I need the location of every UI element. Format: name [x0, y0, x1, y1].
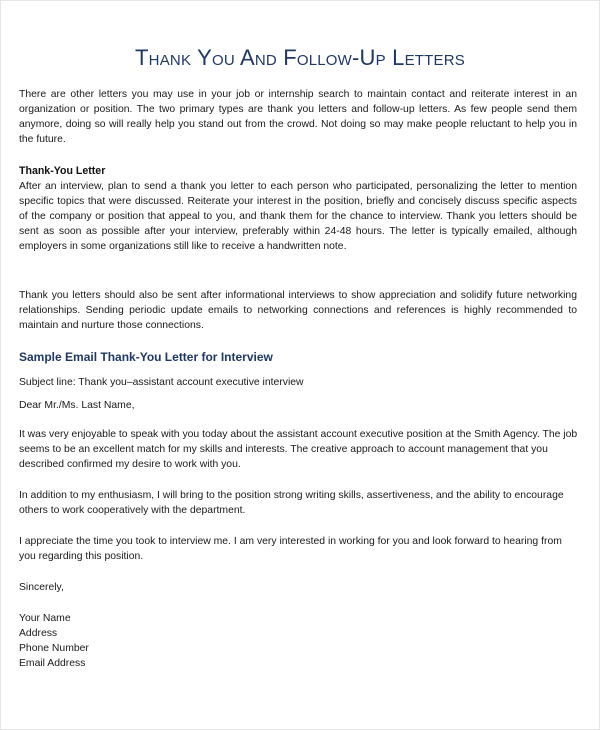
sample-letter-heading: Sample Email Thank-You Letter for Interview: [19, 350, 273, 364]
letter-subject-line: Subject line: Thank you–assistant account executive interview: [19, 377, 304, 388]
letter-paragraph-1: It was very enjoyable to speak with you today about the assistant account executive position at the Smith Agency. The job seems to be an excellent match for my skills and interests. The creative approach to account management that you described confirmed my desire to work with you.: [19, 429, 578, 470]
thank-you-letter-heading: Thank-You Letter: [19, 165, 106, 177]
signature-email: Email Address: [19, 658, 86, 669]
letter-paragraph-2: In addition to my enthusiasm, I will bring to the position strong writing skills, assertiveness, and the ability to encourage others to work cooperatively with the department.: [19, 490, 564, 516]
page-title: Thank You And Follow-Up Letters: [135, 45, 465, 70]
thank-you-paragraph-1: After an interview, plan to send a thank you letter to each person who participated, personalizing the letter to mention specific topics that were discussed. Reiterate your interest in the position, briefly and concisely discuss specific aspects of the company or position that appeal to you, and thank them for the chance to interview. Thank you letters should be sent as soon as possible after your interview, preferably within 24-48 hours. The letter is typically emailed, although employers in some organizations still like to receive a handwritten note.: [19, 181, 577, 252]
letter-paragraph-3: I appreciate the time you took to interview me. I am very interested in working for you and look forward to hearing from you regarding this position.: [19, 536, 562, 562]
intro-paragraph: There are other letters you may use in your job or internship search to maintain contact and reiterate interest in an organization or position. The two primary types are thank you letters and follow-up letters. As few people send them anymore, doing so will really help you stand out from the crowd. Not doing so may make people reluctant to help you in the future.: [19, 89, 577, 145]
letter-greeting: Dear Mr./Ms. Last Name,: [19, 400, 135, 411]
signature-block: [19, 611, 89, 671]
signature-address: Address: [19, 628, 58, 639]
signature-name: Your Name: [19, 613, 71, 624]
letter-closing: Sincerely,: [19, 582, 64, 593]
thank-you-paragraph-2: Thank you letters should also be sent after informational interviews to show appreciation and solidify future networking relationships. Sending periodic update emails to networking connections and references is highly recommended to maintain and nurture those connections.: [19, 290, 577, 331]
signature-phone: Phone Number: [19, 643, 89, 654]
